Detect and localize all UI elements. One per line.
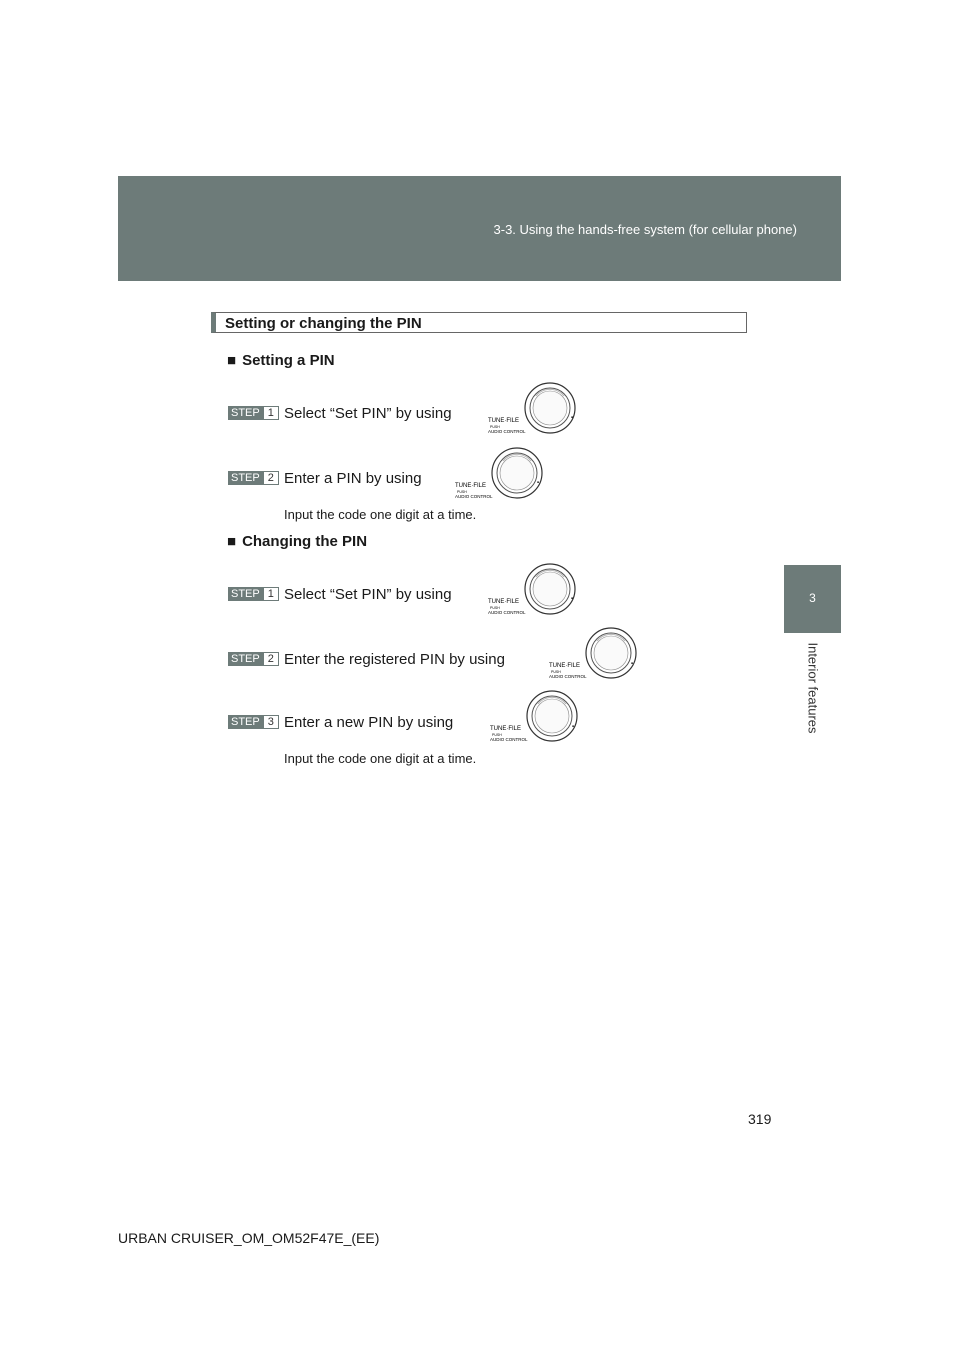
setting-pin-heading <box>227 352 335 369</box>
period: . <box>571 714 576 731</box>
step-text: Select “Set PIN” by using <box>284 586 452 603</box>
setting-pin-heading-text: Setting a PIN <box>242 352 335 369</box>
chapter-side-label: Interior features <box>805 642 821 734</box>
step-word: STEP <box>228 652 263 666</box>
chapter-tab <box>784 565 841 633</box>
step-badge <box>228 652 279 666</box>
period: . <box>630 651 635 668</box>
tune-file-knob-icon <box>486 690 582 744</box>
page-number: 319 <box>748 1111 772 1127</box>
step-number: 3 <box>263 715 279 729</box>
tune-file-knob-icon <box>484 563 580 617</box>
knob-label: TUNE·FILE <box>455 483 487 489</box>
step-word: STEP <box>228 715 263 729</box>
knob-label: PUSH <box>490 425 500 429</box>
changing-pin-heading-text: Changing the PIN <box>242 533 368 550</box>
step-text: Select “Set PIN” by using <box>284 405 452 422</box>
knob-label: TUNE·FILE <box>490 726 522 732</box>
note-text: Input the code one digit at a time. <box>284 507 477 522</box>
step-number: 1 <box>263 587 279 601</box>
section-title-box <box>211 312 747 333</box>
step-badge <box>228 406 279 420</box>
period: . <box>536 470 541 487</box>
step-word: STEP <box>228 587 263 601</box>
knob-label: AUDIO CONTROL <box>488 429 526 434</box>
step-badge <box>228 587 279 601</box>
note-text: Input the code one digit at a time. <box>284 751 477 766</box>
knob-label: AUDIO CONTROL <box>455 494 493 499</box>
step-text: Enter a new PIN by using <box>284 714 454 731</box>
knob-label: TUNE·FILE <box>549 663 581 669</box>
knob-label: TUNE·FILE <box>488 599 520 605</box>
step-number: 2 <box>263 471 279 485</box>
period: . <box>570 405 575 422</box>
chapter-number: 3 <box>809 591 816 605</box>
knob-label: AUDIO CONTROL <box>488 610 526 615</box>
step-badge <box>228 715 279 729</box>
heading-bullet-icon: ■ <box>227 533 237 550</box>
period: . <box>570 586 575 603</box>
changing-pin-heading <box>227 533 367 550</box>
step-badge <box>228 471 279 485</box>
footer-doc-code: URBAN CRUISER_OM_OM52F47E_(EE) <box>118 1230 380 1246</box>
step-word: STEP <box>228 406 263 420</box>
step-text: Enter a PIN by using <box>284 470 422 487</box>
knob-label: PUSH <box>551 670 561 674</box>
knob-label: PUSH <box>457 490 467 494</box>
tune-file-knob-icon <box>545 627 641 681</box>
knob-label: PUSH <box>492 733 502 737</box>
tune-file-knob-icon <box>484 382 580 436</box>
knob-label: TUNE·FILE <box>488 418 520 424</box>
step-text: Enter the registered PIN by using <box>284 651 505 668</box>
heading-bullet-icon: ■ <box>227 352 237 369</box>
step-number: 1 <box>263 406 279 420</box>
knob-label: AUDIO CONTROL <box>490 737 528 742</box>
chapter-header-bar <box>118 176 841 281</box>
section-title: Setting or changing the PIN <box>225 315 422 332</box>
step-number: 2 <box>263 652 279 666</box>
knob-label: AUDIO CONTROL <box>549 674 587 679</box>
header-title: 3-3. Using the hands-free system (for cellular phone) <box>493 222 797 237</box>
step-word: STEP <box>228 471 263 485</box>
knob-label: PUSH <box>490 606 500 610</box>
tune-file-knob-icon <box>451 447 547 501</box>
